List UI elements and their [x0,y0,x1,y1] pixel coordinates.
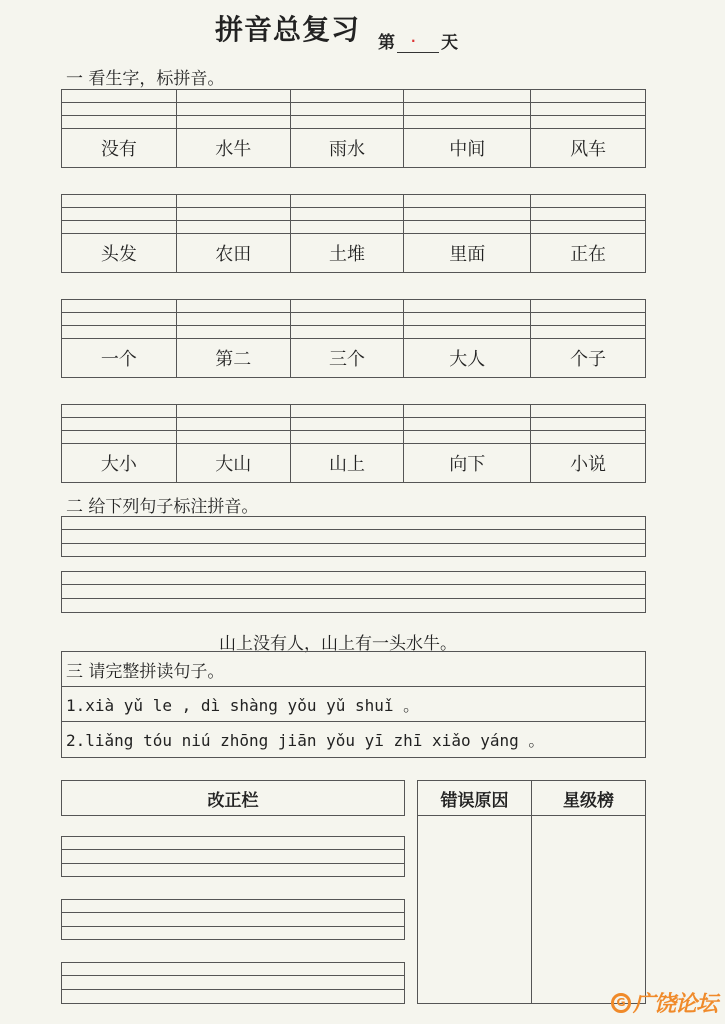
word-row [62,339,646,378]
pinyin-blank-cell[interactable] [531,208,646,221]
word-cell: 农田 [176,234,290,273]
word-cell: 中间 [404,129,531,168]
writing-line [62,900,404,913]
pinyin-blank-cell[interactable] [531,313,646,326]
writing-line [62,544,645,556]
pinyin-blank-cell[interactable] [176,313,290,326]
pinyin-blank-cell[interactable] [404,103,531,116]
pinyin-blank-cell[interactable] [404,313,531,326]
pinyin-blank-cell[interactable] [176,300,290,313]
pinyin-blank-cell[interactable] [290,326,404,339]
correction-lines-2[interactable] [61,899,405,940]
pinyin-line-row [62,326,646,339]
pinyin-blank-cell[interactable] [176,418,290,431]
pinyin-line-row [62,116,646,129]
section2-heading: 二 给下列句子标注拼音。 [66,497,259,517]
correction-lines-1[interactable] [61,836,405,877]
writing-line [62,913,404,927]
pinyin-line-row [62,90,646,103]
evaluation-box [417,780,646,1004]
word-cell: 一个 [62,339,177,378]
section3-heading: 三 请完整拼读句子。 [62,652,645,687]
writing-line [62,837,404,850]
word-cell: 风车 [531,129,646,168]
word-cell: 土堆 [290,234,404,273]
day-blank[interactable] [397,36,439,53]
pinyin-blank-cell[interactable] [404,405,531,418]
pinyin-line-row [62,313,646,326]
word-cell: 水牛 [176,129,290,168]
pinyin-blank-cell[interactable] [404,300,531,313]
pinyin-blank-cell[interactable] [290,208,404,221]
writing-line [62,990,404,1003]
pinyin-word-grid [61,299,646,378]
pinyin-blank-cell[interactable] [176,116,290,129]
word-row [62,234,646,273]
pinyin-line-row [62,195,646,208]
word-cell: 雨水 [290,129,404,168]
error-reason-header: 错误原因 [418,781,531,816]
pinyin-word-grid [61,194,646,273]
pinyin-blank-cell[interactable] [62,405,177,418]
writing-line [62,517,645,530]
word-cell: 里面 [404,234,531,273]
pinyin-blank-cell[interactable] [290,116,404,129]
pinyin-blank-cell[interactable] [290,103,404,116]
writing-line [62,585,645,599]
writing-line [62,927,404,939]
section2-sentence: 山上没有人，山上有一头水牛。 [219,634,457,654]
writing-line [62,572,645,585]
pinyin-blank-cell[interactable] [531,221,646,234]
pinyin-blank-cell[interactable] [531,103,646,116]
word-cell: 第二 [176,339,290,378]
pinyin-writing-lines-1[interactable] [61,516,646,557]
star-rating-header: 星级榜 [532,781,645,816]
pinyin-blank-cell[interactable] [531,326,646,339]
pinyin-line-row [62,221,646,234]
page-title: 拼音总复习 [215,13,361,46]
day-mark: · [411,34,416,48]
pinyin-line-row [62,208,646,221]
word-cell: 大小 [62,444,177,483]
pinyin-blank-cell[interactable] [62,103,177,116]
pinyin-blank-cell[interactable] [404,418,531,431]
pinyin-word-grid [61,89,646,168]
pinyin-line-row [62,418,646,431]
pinyin-writing-lines-2[interactable] [61,571,646,613]
pinyin-blank-cell[interactable] [62,116,177,129]
day-field [378,28,458,53]
pinyin-blank-cell[interactable] [62,208,177,221]
pinyin-blank-cell[interactable] [404,326,531,339]
pinyin-blank-cell[interactable] [531,431,646,444]
pinyin-blank-cell[interactable] [290,221,404,234]
writing-line [62,976,404,990]
pinyin-blank-cell[interactable] [176,208,290,221]
pinyin-blank-cell[interactable] [531,116,646,129]
correction-lines-3[interactable] [61,962,405,1004]
pinyin-blank-cell[interactable] [404,116,531,129]
word-cell: 小说 [531,444,646,483]
pinyin-blank-cell[interactable] [62,313,177,326]
pinyin-blank-cell[interactable] [404,431,531,444]
writing-line [62,599,645,612]
pinyin-blank-cell[interactable] [176,90,290,103]
pinyin-blank-cell[interactable] [176,431,290,444]
site-watermark [611,987,717,1018]
pinyin-blank-cell[interactable] [62,418,177,431]
word-cell: 个子 [531,339,646,378]
writing-line [62,963,404,976]
site-logo-icon: G [611,993,631,1013]
pinyin-line-row [62,431,646,444]
pinyin-blank-cell[interactable] [531,195,646,208]
pinyin-blank-cell[interactable] [62,300,177,313]
word-cell: 三个 [290,339,404,378]
pinyin-blank-cell[interactable] [290,90,404,103]
pinyin-blank-cell[interactable] [404,208,531,221]
word-row [62,444,646,483]
watermark-text: 广饶论坛 [632,992,717,1017]
section3-box [61,651,646,758]
pinyin-line-row [62,300,646,313]
pinyin-blank-cell[interactable] [531,418,646,431]
pinyin-sentence-1: 1.xià yǔ le , dì shàng yǒu yǔ shuǐ 。 [62,687,645,722]
pinyin-blank-cell[interactable] [176,195,290,208]
word-row [62,129,646,168]
pinyin-blank-cell[interactable] [531,300,646,313]
pinyin-blank-cell[interactable] [62,431,177,444]
pinyin-blank-cell[interactable] [176,326,290,339]
correction-header: 改正栏 [61,780,405,816]
pinyin-blank-cell[interactable] [290,431,404,444]
pinyin-blank-cell[interactable] [290,195,404,208]
error-reason-column[interactable] [418,781,532,1003]
writing-line [62,864,404,876]
pinyin-blank-cell[interactable] [290,313,404,326]
pinyin-blank-cell[interactable] [62,326,177,339]
pinyin-word-grid [61,404,646,483]
writing-line [62,530,645,544]
pinyin-blank-cell[interactable] [62,90,177,103]
pinyin-sentence-2: 2.liǎng tóu niú zhōng jiān yǒu yī zhī xiǎo yáng 。 [66,731,545,750]
word-cell: 大山 [176,444,290,483]
section1-heading: 一 看生字，标拼音。 [66,69,225,89]
word-cell: 山上 [290,444,404,483]
word-cell: 头发 [62,234,177,273]
pinyin-blank-cell[interactable] [62,195,177,208]
pinyin-blank-cell[interactable] [531,90,646,103]
word-cell: 大人 [404,339,531,378]
pinyin-blank-cell[interactable] [290,405,404,418]
pinyin-blank-cell[interactable] [176,405,290,418]
pinyin-blank-cell[interactable] [404,195,531,208]
writing-line [62,850,404,864]
day-prefix: 第 [378,33,395,53]
pinyin-blank-cell[interactable] [290,418,404,431]
word-cell: 向下 [404,444,531,483]
word-cell: 没有 [62,129,177,168]
pinyin-blank-cell[interactable] [176,221,290,234]
pinyin-blank-cell[interactable] [290,300,404,313]
pinyin-blank-cell[interactable] [62,221,177,234]
day-suffix: 天 [441,33,458,53]
pinyin-line-row [62,103,646,116]
pinyin-blank-cell[interactable] [404,221,531,234]
pinyin-blank-cell[interactable] [531,405,646,418]
pinyin-line-row [62,405,646,418]
star-rating-column[interactable] [532,781,645,1003]
pinyin-blank-cell[interactable] [176,103,290,116]
word-cell: 正在 [531,234,646,273]
pinyin-blank-cell[interactable] [404,90,531,103]
